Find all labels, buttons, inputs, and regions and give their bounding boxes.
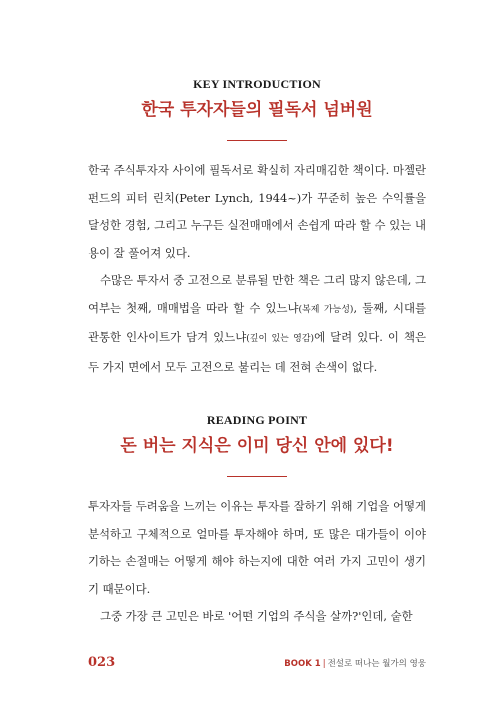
headline-divider [227,476,287,477]
paragraph: 그중 가장 큰 고민은 바로 '어떤 기업의 주식을 살까?'인데, 숱한 [100,609,413,623]
section-body [88,493,426,631]
reading-point-section [88,412,426,631]
paragraph [88,267,426,381]
paragraph-text: 에 달려 있다. 이 책은 두 가지 면에서 모두 고전으로 불리는 데 전혀 손색이 없다. [88,330,426,374]
key-introduction-section [88,76,426,381]
page-number: 023 [88,655,116,670]
section-body [88,157,426,381]
running-head [284,657,426,671]
paragraph-text: , 둘째, 시대를 관통한 인사이트가 담겨 있느냐 [88,300,426,344]
parenthetical-note: (복제 가능성) [298,304,354,315]
paragraph: 한국 주식투자자 사이에 필독서로 확실히 자리매김한 책이다. 마젤란펀드의 피터 린치(Peter Lynch, 1944~)가 꾸준히 높은 수익률을 달성한 경험, 그리고 누구든 실전매매에서 손쉽게 따라 할 수 있는 내용이 잘 풀어져 있다. [88,163,426,260]
headline-divider [227,140,287,141]
running-head-separator: | [322,659,326,669]
section-headline: 돈 버는 지식은 이미 당신 안에 있다! [120,436,394,456]
paragraph: 투자자들 두려움을 느끼는 이유는 투자를 잘하기 위해 기업을 어떻게 분석하고 구체적으로 얼마를 투자해야 하며, 또 많은 대가들이 이야기하는 손절매는 어떻게 해야 하는지에 대한 여러 가지 고민이 생기기 때문이다. [88,499,426,596]
running-head-book: BOOK 1 [284,659,321,669]
section-kicker: READING POINT [206,413,308,427]
section-kicker: KEY INTRODUCTION [193,77,321,91]
paragraph-text: 수많은 투자서 중 고전으로 분류될 만한 책은 그리 많지 않은데, 그 여부는 첫째, 매매법을 따라 할 수 있느냐 [88,273,426,315]
section-headline: 한국 투자자들의 필독서 넘버원 [141,100,373,120]
page-footer [88,655,426,671]
parenthetical-note: (깊이 있는 영감) [246,334,315,344]
running-head-title: 전설로 떠나는 월가의 영웅 [327,659,426,669]
